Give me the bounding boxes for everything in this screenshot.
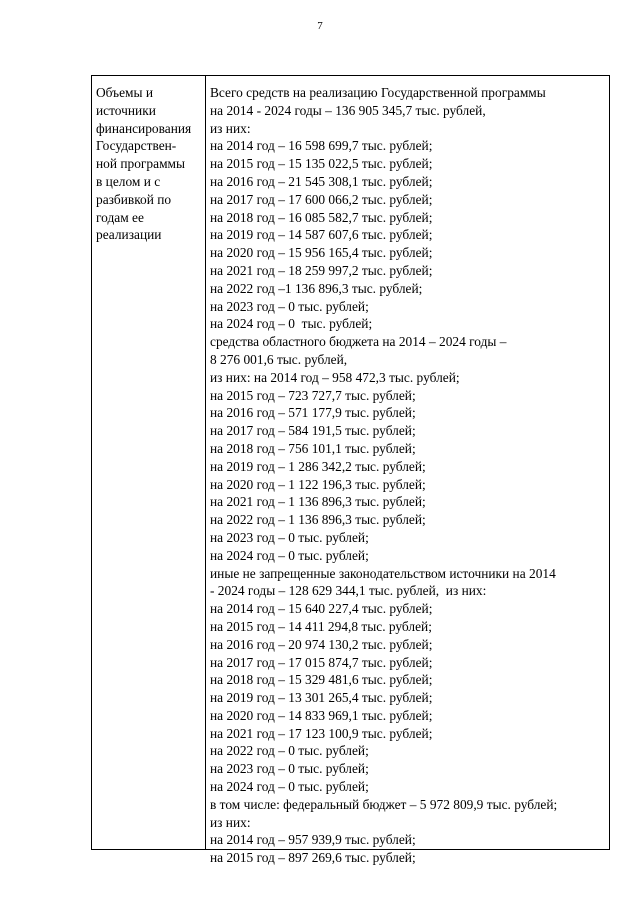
content-line: на 2021 год – 18 259 997,2 тыс. рублей;	[210, 262, 433, 278]
content-line: на 2019 год – 14 587 607,6 тыс. рублей;	[210, 227, 433, 243]
content-line: иные не запрещенные законодательством источники на 2014	[210, 565, 556, 581]
content-line: на 2015 год – 723 727,7 тыс. рублей;	[210, 387, 416, 403]
content-line: из них: на 2014 год – 958 472,3 тыс. рублей;	[210, 369, 460, 385]
content-line: на 2023 год – 0 тыс. рублей;	[210, 298, 369, 314]
label-line: источники	[96, 102, 156, 118]
content-line: на 2024 год – 0 тыс. рублей;	[210, 547, 369, 563]
content-line: на 2020 год – 1 122 196,3 тыс. рублей;	[210, 476, 426, 492]
content-line: на 2014 год – 15 640 227,4 тыс. рублей;	[210, 601, 433, 617]
content-line: из них:	[210, 814, 251, 830]
content-line: на 2022 год –1 136 896,3 тыс. рублей;	[210, 280, 423, 296]
content-line: на 2024 год – 0 тыс. рублей;	[210, 779, 369, 795]
content-line: на 2018 год – 16 085 582,7 тыс. рублей;	[210, 209, 433, 225]
content-line: на 2018 год – 15 329 481,6 тыс. рублей;	[210, 672, 433, 688]
content-line: на 2022 год – 1 136 896,3 тыс. рублей;	[210, 512, 426, 528]
content-cell	[210, 84, 608, 867]
financing-table	[91, 75, 610, 866]
content-line: на 2014 год – 957 939,9 тыс. рублей;	[210, 832, 416, 848]
content-line: на 2021 год – 1 136 896,3 тыс. рублей;	[210, 494, 426, 510]
content-line: на 2024 год – 0 тыс. рублей;	[210, 316, 373, 332]
content-line: на 2020 год – 15 956 165,4 тыс. рублей;	[210, 245, 433, 261]
content-line: на 2014 - 2024 годы – 136 905 345,7 тыс. рублей,	[210, 102, 486, 118]
content-line: на 2015 год – 14 411 294,8 тыс. рублей;	[210, 618, 432, 634]
content-line: из них:	[210, 120, 251, 136]
label-line: финансирования	[96, 120, 192, 136]
content-line: средства областного бюджета на 2014 – 2024 годы –	[210, 334, 507, 350]
content-line: на 2015 год – 15 135 022,5 тыс. рублей;	[210, 156, 433, 172]
column-divider	[205, 76, 206, 849]
content-line: на 2017 год – 584 191,5 тыс. рублей;	[210, 423, 416, 439]
label-line: разбивкой по	[96, 191, 172, 207]
content-line: на 2016 год – 21 545 308,1 тыс. рублей;	[210, 173, 433, 189]
content-line: 8 276 001,6 тыс. рублей,	[210, 351, 348, 367]
label-line: реализации	[96, 227, 162, 243]
label-cell	[96, 84, 201, 244]
content-line: на 2015 год – 897 269,6 тыс. рублей;	[210, 850, 416, 866]
content-line: на 2023 год – 0 тыс. рублей;	[210, 529, 369, 545]
content-line: Всего средств на реализацию Государственной программы	[210, 85, 546, 100]
page-number: 7	[317, 20, 323, 32]
content-line: на 2019 год – 13 301 265,4 тыс. рублей;	[210, 690, 433, 706]
content-line: в том числе: федеральный бюджет – 5 972 809,9 тыс. рублей;	[210, 796, 558, 812]
content-line: на 2014 год – 16 598 699,7 тыс. рублей;	[210, 138, 433, 154]
content-line: на 2021 год – 17 123 100,9 тыс. рублей;	[210, 725, 433, 741]
content-line: на 2016 год – 20 974 130,2 тыс. рублей;	[210, 636, 433, 652]
content-line: - 2024 годы – 128 629 344,1 тыс. рублей, из них:	[210, 583, 487, 599]
content-line: на 2019 год – 1 286 342,2 тыс. рублей;	[210, 458, 426, 474]
content-line: на 2016 год – 571 177,9 тыс. рублей;	[210, 405, 416, 421]
label-line: Объемы и	[96, 85, 154, 100]
label-line: в целом и с	[96, 173, 161, 189]
content-line: на 2017 год – 17 600 066,2 тыс. рублей;	[210, 191, 433, 207]
content-line: на 2022 год – 0 тыс. рублей;	[210, 743, 369, 759]
content-line: на 2018 год – 756 101,1 тыс. рублей;	[210, 440, 416, 456]
label-line: годам ее	[96, 209, 144, 225]
content-line: на 2023 год – 0 тыс. рублей;	[210, 761, 369, 777]
label-line: Государствен-	[96, 138, 177, 154]
content-line: на 2017 год – 17 015 874,7 тыс. рублей;	[210, 654, 433, 670]
content-line: на 2020 год – 14 833 969,1 тыс. рублей;	[210, 707, 433, 723]
label-line: ной программы	[96, 156, 186, 172]
